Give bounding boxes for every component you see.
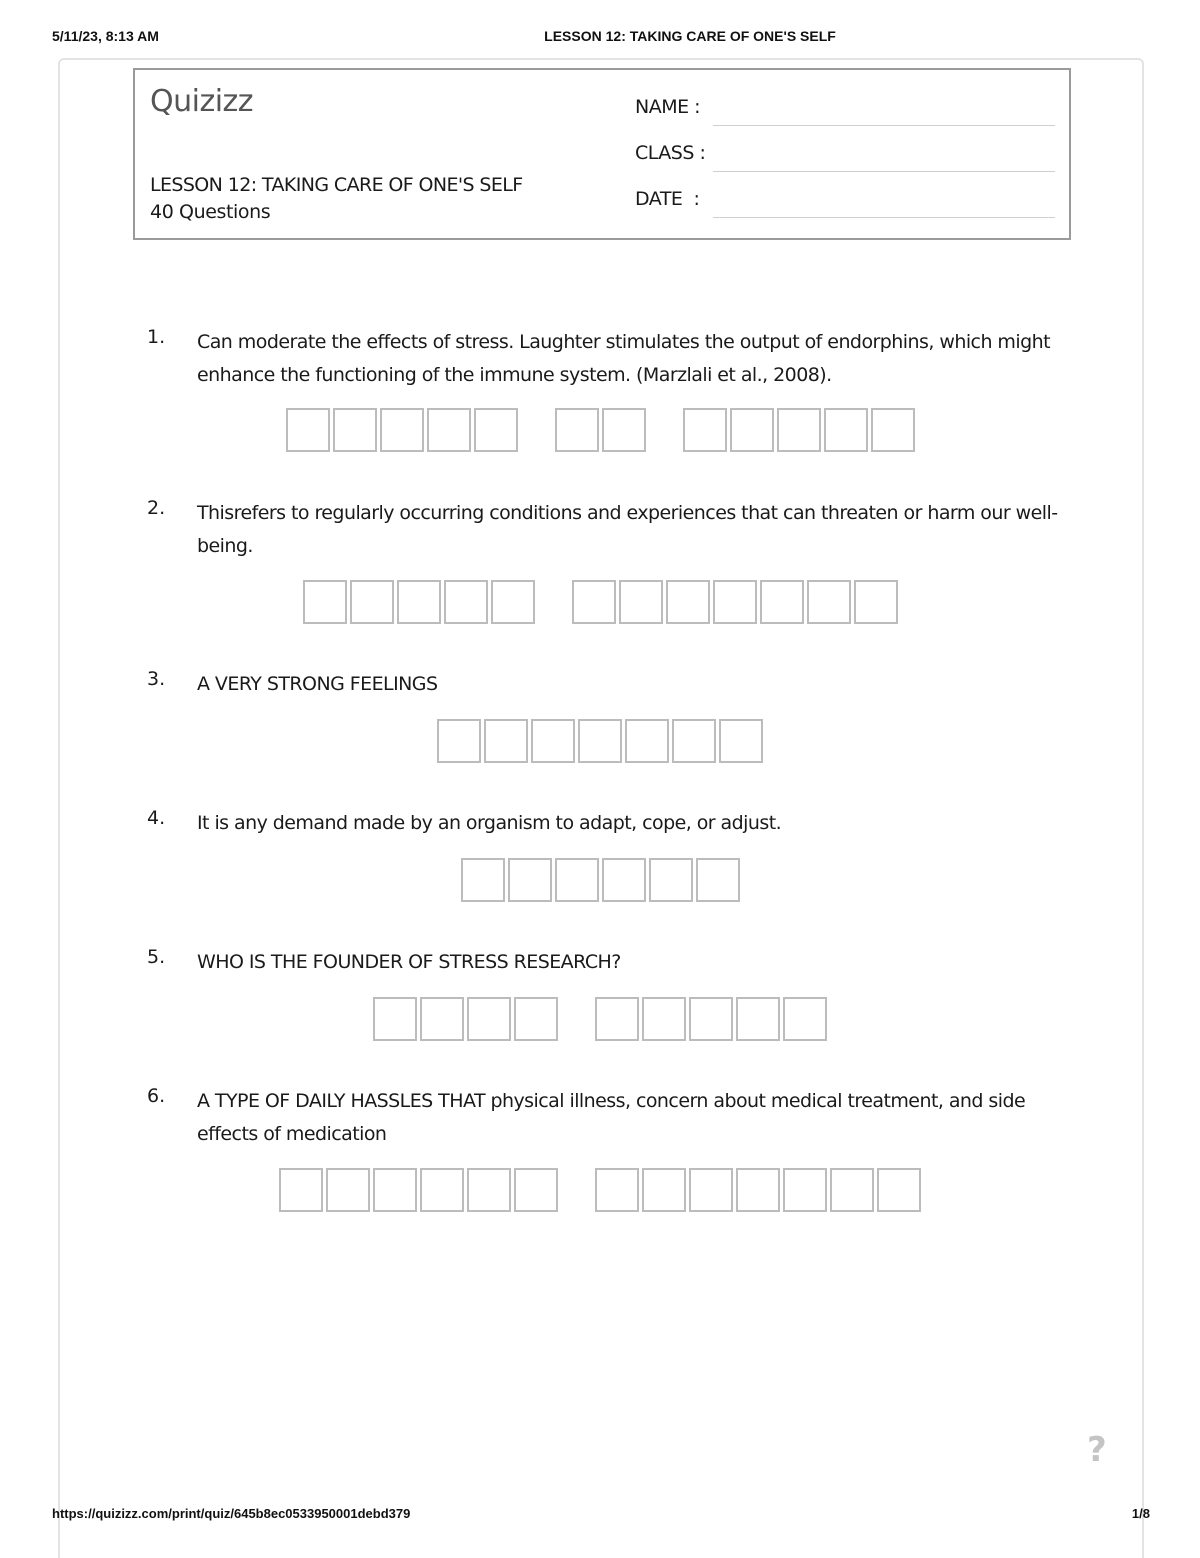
date-label: DATE : [635, 188, 700, 210]
letter-box[interactable] [719, 719, 763, 763]
answer-boxes[interactable] [0, 997, 1200, 1041]
answer-word [681, 408, 916, 452]
letter-box[interactable] [783, 1168, 827, 1212]
letter-box[interactable] [350, 580, 394, 624]
letter-box[interactable] [427, 408, 471, 452]
letter-box[interactable] [807, 580, 851, 624]
question-number: 3. [147, 668, 166, 690]
answer-boxes[interactable] [0, 1168, 1200, 1212]
question-number: 2. [147, 497, 166, 519]
letter-box[interactable] [595, 1168, 639, 1212]
letter-box[interactable] [783, 997, 827, 1041]
letter-box[interactable] [642, 1168, 686, 1212]
letter-box[interactable] [619, 580, 663, 624]
question-text: WHO IS THE FOUNDER OF STRESS RESEARCH? [197, 951, 621, 973]
print-url: https://quizizz.com/print/quiz/645b8ec0533950001debd379 [52, 1506, 411, 1521]
quizizz-logo: Quizizz [150, 84, 254, 119]
quiz-info-box [133, 68, 1071, 240]
letter-box[interactable] [877, 1168, 921, 1212]
answer-boxes[interactable] [0, 408, 1200, 452]
letter-box[interactable] [326, 1168, 370, 1212]
letter-box[interactable] [642, 997, 686, 1041]
letter-box[interactable] [474, 408, 518, 452]
name-field[interactable] [635, 96, 1055, 126]
print-title: LESSON 12: TAKING CARE OF ONE'S SELF [544, 28, 836, 44]
question-mark-icon[interactable]: ? [1087, 1430, 1107, 1470]
letter-box[interactable] [555, 858, 599, 902]
letter-box[interactable] [730, 408, 774, 452]
class-line[interactable] [713, 171, 1055, 172]
letter-box[interactable] [602, 408, 646, 452]
letter-box[interactable] [514, 1168, 558, 1212]
letter-box[interactable] [672, 719, 716, 763]
letter-box[interactable] [279, 1168, 323, 1212]
letter-box[interactable] [572, 580, 616, 624]
letter-box[interactable] [380, 408, 424, 452]
letter-box[interactable] [666, 580, 710, 624]
answer-word [570, 580, 899, 624]
answer-word [278, 1168, 560, 1212]
name-line[interactable] [713, 125, 1055, 126]
question-number: 4. [147, 807, 166, 829]
letter-box[interactable] [736, 997, 780, 1041]
letter-box[interactable] [491, 580, 535, 624]
letter-box[interactable] [555, 408, 599, 452]
letter-box[interactable] [303, 580, 347, 624]
letter-box[interactable] [713, 580, 757, 624]
letter-box[interactable] [830, 1168, 874, 1212]
print-date: 5/11/23, 8:13 AM [52, 28, 159, 44]
letter-box[interactable] [736, 1168, 780, 1212]
question-text: It is any demand made by an organism to adapt, cope, or adjust. [197, 812, 782, 834]
question-number: 1. [147, 326, 166, 348]
letter-box[interactable] [760, 580, 804, 624]
quiz-title: LESSON 12: TAKING CARE OF ONE'S SELF [150, 174, 523, 196]
answer-boxes[interactable] [0, 719, 1200, 763]
answer-word [594, 997, 829, 1041]
answer-word [284, 408, 519, 452]
answer-word [372, 997, 560, 1041]
letter-box[interactable] [467, 1168, 511, 1212]
date-field[interactable] [635, 188, 1055, 218]
letter-box[interactable] [696, 858, 740, 902]
letter-box[interactable] [286, 408, 330, 452]
question-text: Thisrefers to regularly occurring conditions and experiences that can threaten or harm our well-being. [197, 502, 1058, 557]
date-line[interactable] [713, 217, 1055, 218]
letter-box[interactable] [602, 858, 646, 902]
letter-box[interactable] [854, 580, 898, 624]
question-number: 6. [147, 1085, 166, 1107]
answer-word [553, 408, 647, 452]
letter-box[interactable] [373, 997, 417, 1041]
letter-box[interactable] [578, 719, 622, 763]
letter-box[interactable] [461, 858, 505, 902]
print-page-number: 1/8 [1131, 1506, 1150, 1521]
letter-box[interactable] [514, 997, 558, 1041]
letter-box[interactable] [508, 858, 552, 902]
letter-box[interactable] [397, 580, 441, 624]
question-text: A VERY STRONG FEELINGS [197, 673, 438, 695]
letter-box[interactable] [625, 719, 669, 763]
letter-box[interactable] [531, 719, 575, 763]
name-label: NAME : [635, 96, 701, 118]
question-count: 40 Questions [150, 201, 271, 223]
letter-box[interactable] [420, 1168, 464, 1212]
question-number: 5. [147, 946, 166, 968]
question-text: A TYPE OF DAILY HASSLES THAT physical illness, concern about medical treatment, and side effects of medication [197, 1090, 1026, 1145]
print-footer [0, 1506, 1200, 1526]
letter-box[interactable] [824, 408, 868, 452]
letter-box[interactable] [444, 580, 488, 624]
letter-box[interactable] [649, 858, 693, 902]
letter-box[interactable] [333, 408, 377, 452]
question-text: Can moderate the effects of stress. Laughter stimulates the output of endorphins, which might enhance the functioning of the immune system. (Marzlali et al., 2008). [197, 331, 1051, 386]
answer-boxes[interactable] [0, 580, 1200, 624]
class-field[interactable] [635, 142, 1055, 172]
answer-word [459, 858, 741, 902]
letter-box[interactable] [437, 719, 481, 763]
letter-box[interactable] [689, 997, 733, 1041]
letter-box[interactable] [373, 1168, 417, 1212]
letter-box[interactable] [871, 408, 915, 452]
answer-word [594, 1168, 923, 1212]
letter-box[interactable] [484, 719, 528, 763]
print-header [0, 28, 1200, 48]
answer-word [301, 580, 536, 624]
letter-box[interactable] [420, 997, 464, 1041]
letter-box[interactable] [689, 1168, 733, 1212]
letter-box[interactable] [467, 997, 511, 1041]
answer-boxes[interactable] [0, 858, 1200, 902]
letter-box[interactable] [683, 408, 727, 452]
class-label: CLASS : [635, 142, 706, 164]
letter-box[interactable] [777, 408, 821, 452]
letter-box[interactable] [595, 997, 639, 1041]
answer-word [436, 719, 765, 763]
